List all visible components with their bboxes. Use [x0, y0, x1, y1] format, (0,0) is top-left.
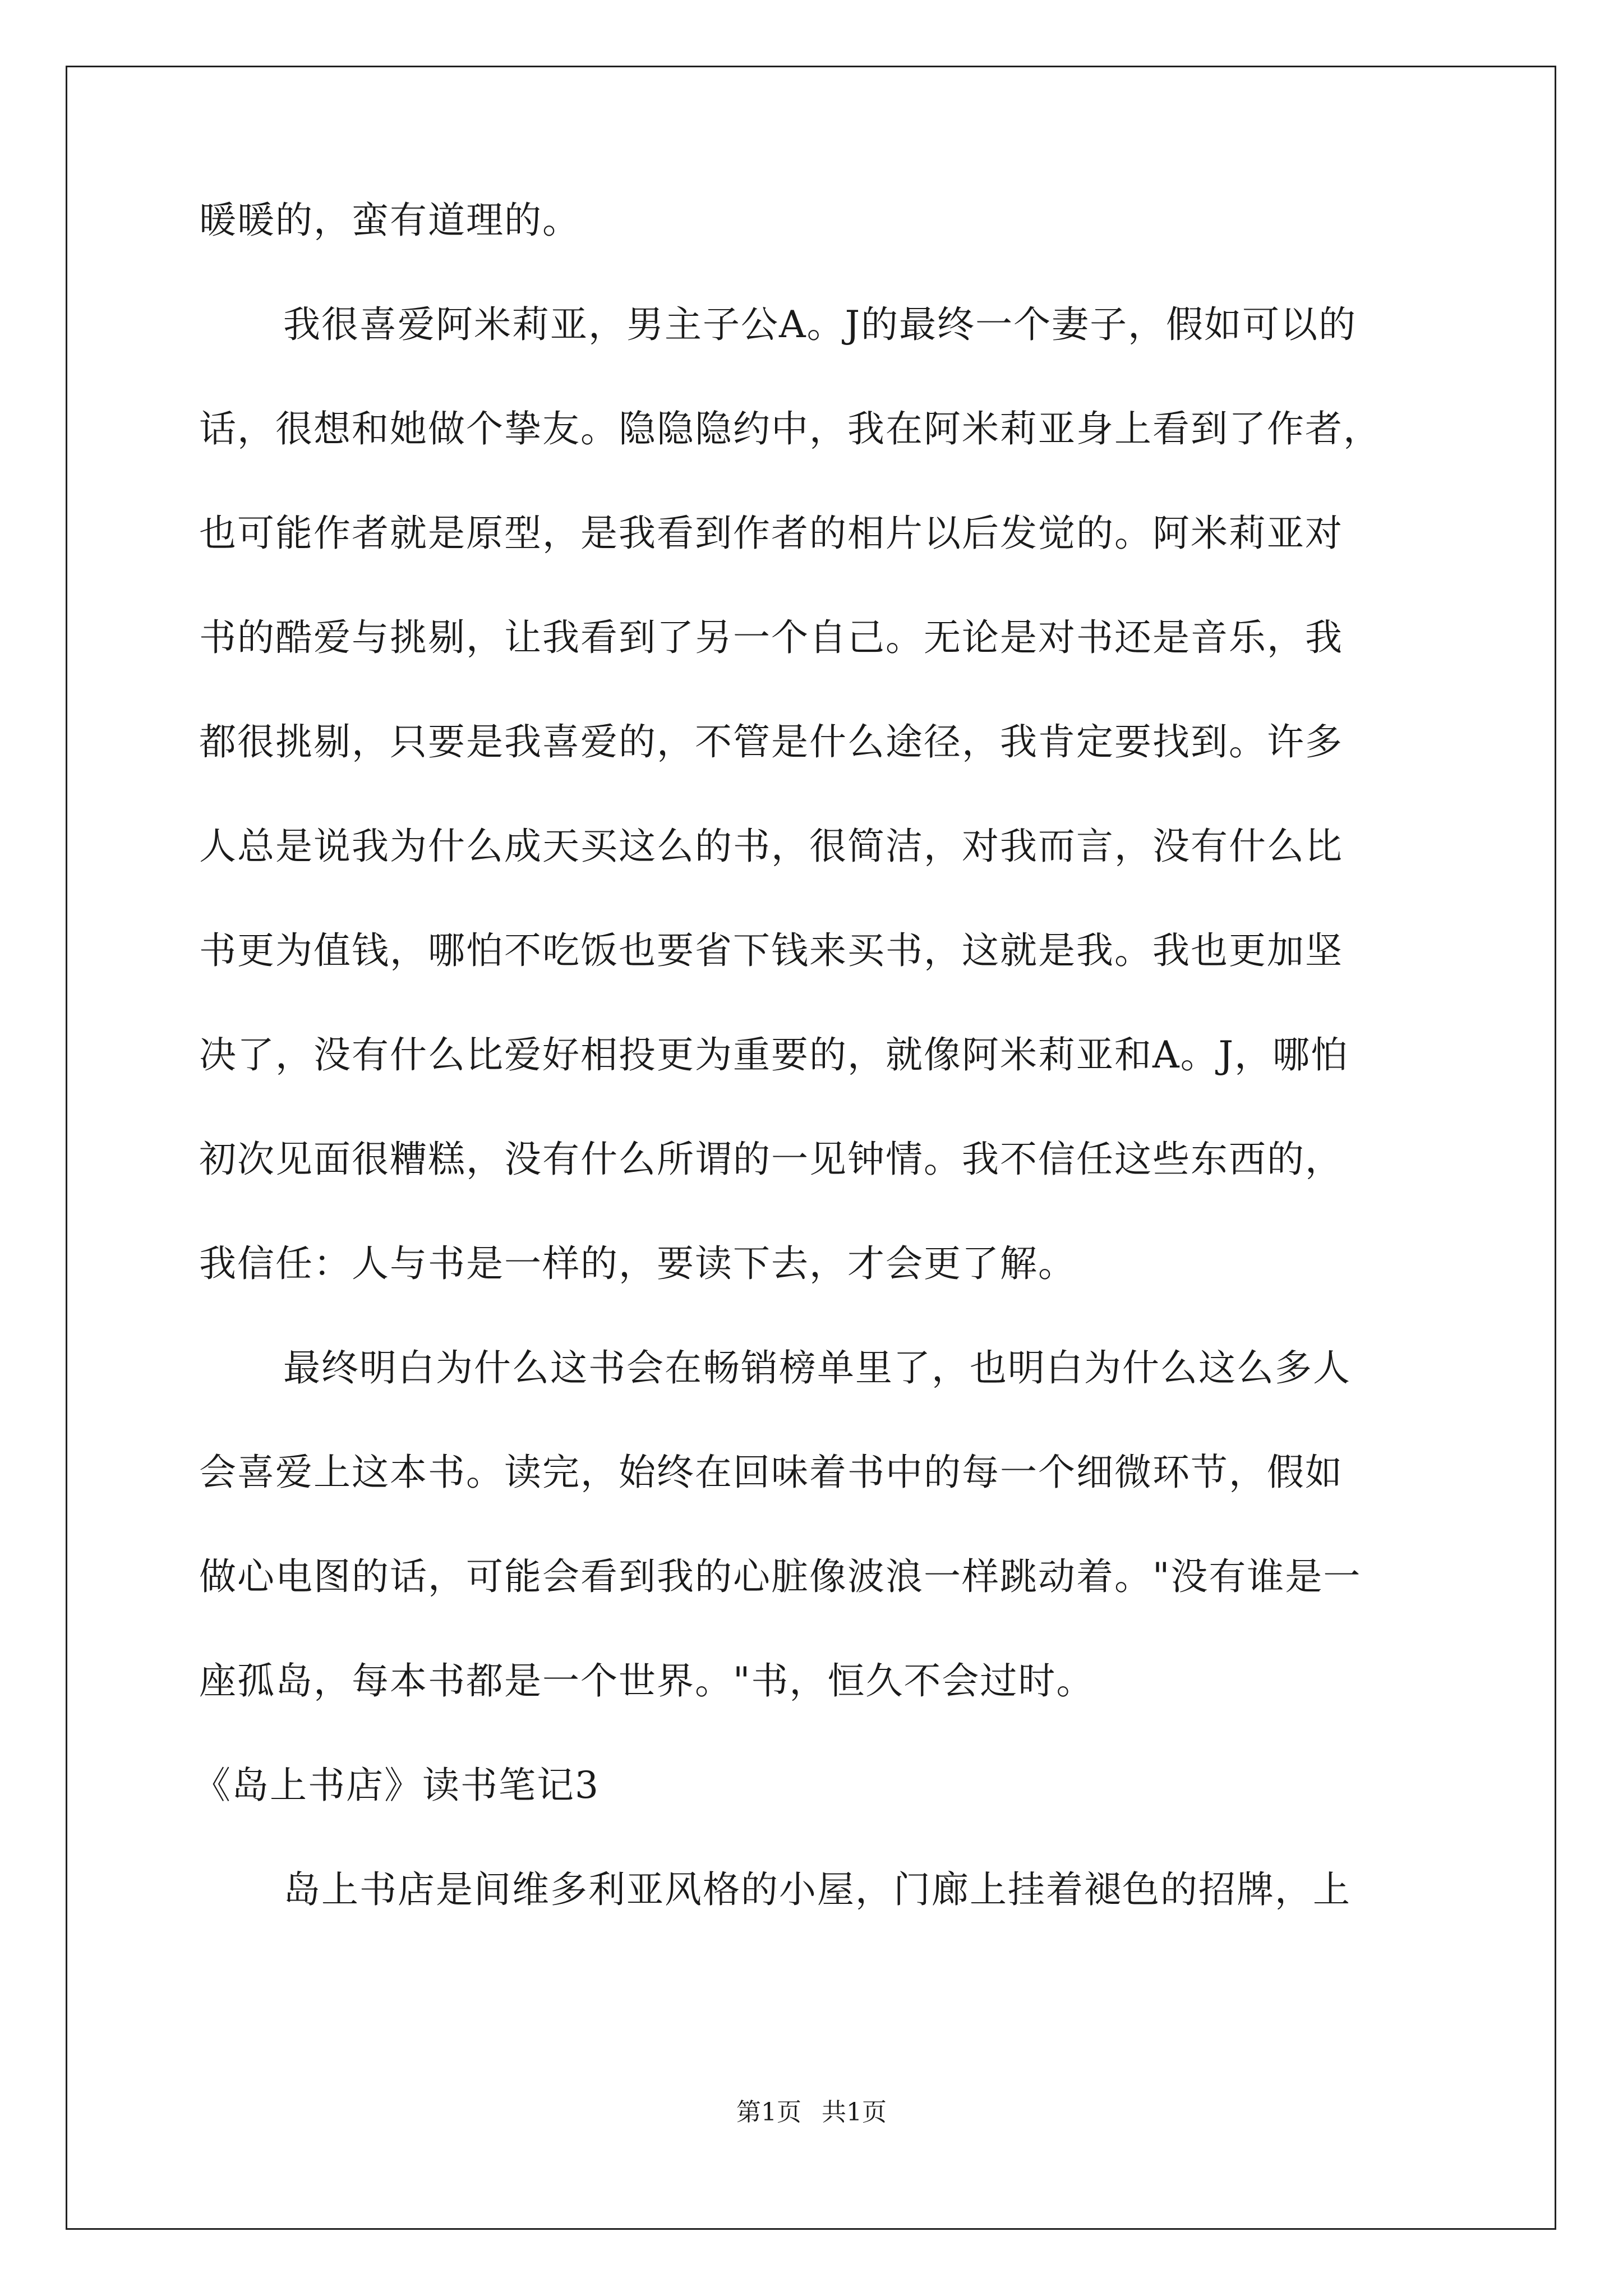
section-heading: 《岛上书店》读书笔记3 [193, 1764, 600, 1807]
page-footer [0, 2100, 1623, 2125]
text-line: 书更为值钱，哪怕不吃饭也要省下钱来买书，这就是我。我也更加坚 [199, 929, 1343, 972]
text-line: 书的酷爱与挑剔，让我看到了另一个自己。无论是对书还是音乐，我 [199, 616, 1343, 659]
text-line: 最终明白为什么这书会在畅销榜单里了，也明白为什么这么多人 [283, 1346, 1351, 1389]
page-number: 第1页 [736, 2098, 801, 2127]
text-line: 会喜爱上这本书。读完，始终在回味着书中的每一个细微环节，假如 [199, 1451, 1343, 1494]
text-line: 人总是说我为什么成天买这么的书，很简洁，对我而言，没有什么比 [199, 825, 1343, 868]
text-line: 暖暖的，蛮有道理的。 [199, 199, 580, 242]
text-line: 决了，没有什么比爱好相投更为重要的，就像阿米莉亚和A。J，哪怕 [199, 1033, 1349, 1076]
text-line: 做心电图的话，可能会看到我的心脏像波浪一样跳动着。"没有谁是一 [199, 1555, 1362, 1598]
text-line: 都很挑剔，只要是我喜爱的，不管是什么途径，我肯定要找到。许多 [199, 720, 1343, 763]
text-line: 话，很想和她做个挚友。隐隐隐约中，我在阿米莉亚身上看到了作者， [199, 407, 1381, 450]
text-line: 我很喜爱阿米莉亚，男主子公A。J的最终一个妻子，假如可以的 [283, 303, 1357, 346]
text-line: 座孤岛，每本书都是一个世界。"书，恒久不会过时。 [199, 1659, 1095, 1703]
text-line: 初次见面很糟糕，没有什么所谓的一见钟情。我不信任这些东西的， [199, 1138, 1343, 1181]
page-total: 共1页 [822, 2098, 887, 2127]
text-line: 我信任：人与书是一样的，要读下去，才会更了解。 [199, 1242, 1076, 1285]
document-body [193, 199, 1450, 1976]
text-line: 岛上书店是间维多利亚风格的小屋，门廊上挂着褪色的招牌，上 [283, 1868, 1351, 1911]
text-line: 也可能作者就是原型，是我看到作者的相片以后发觉的。阿米莉亚对 [199, 512, 1343, 555]
